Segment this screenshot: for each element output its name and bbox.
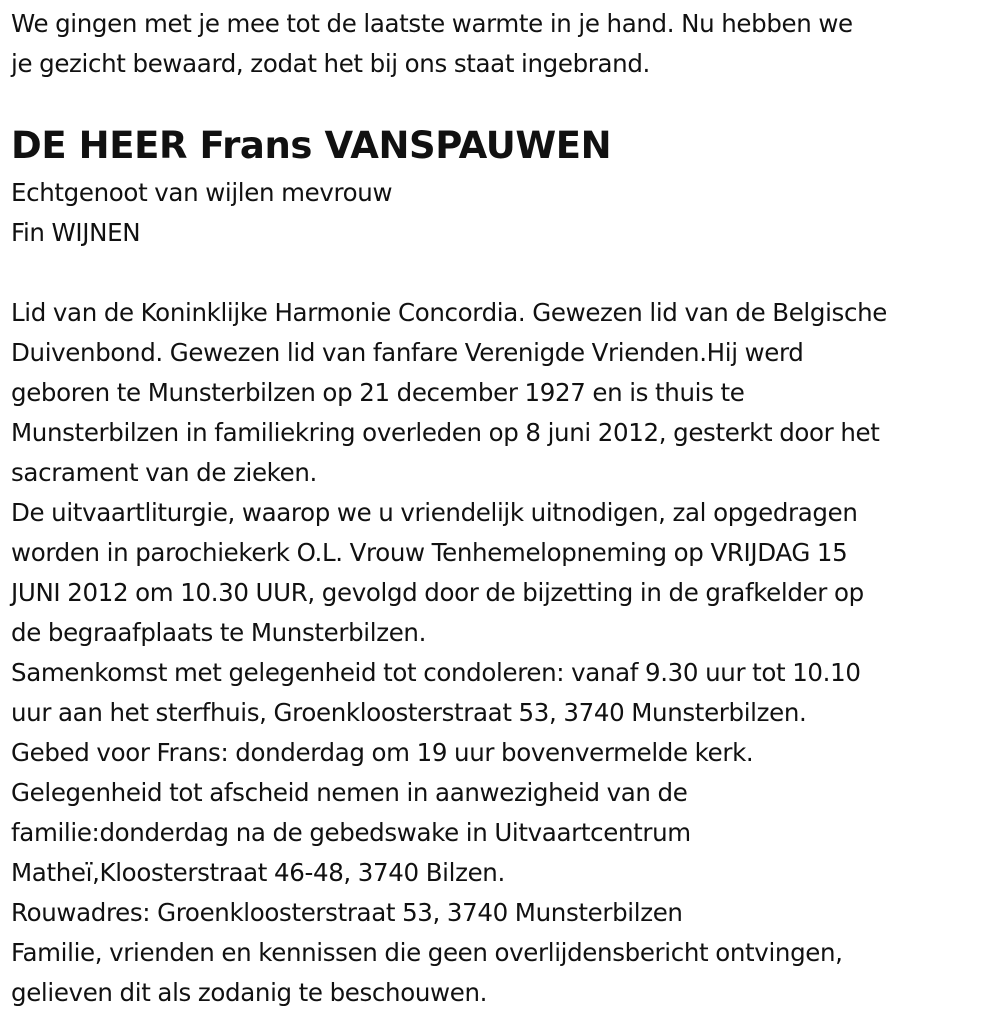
motto-line: je gezicht bewaard, zodat het bij ons staat ingebrand. xyxy=(11,49,650,78)
body-line: Samenkomst met gelegenheid tot condoleren: vanaf 9.30 uur tot 10.10 xyxy=(11,658,861,687)
body-line: Lid van de Koninklijke Harmonie Concordia. Gewezen lid van de Belgische xyxy=(11,298,887,327)
body-line: Familie, vrienden en kennissen die geen overlijdensbericht ontvingen, xyxy=(11,938,843,967)
body-line: De uitvaartliturgie, waarop we u vriendelijk uitnodigen, zal opgedragen xyxy=(11,498,858,527)
body-line: gelieven dit als zodanig te beschouwen. xyxy=(11,978,488,1007)
body-line: Rouwadres: Groenkloosterstraat 53, 3740 Munsterbilzen xyxy=(11,898,683,927)
deceased-name-heading: DE HEER Frans VANSPAUWEN xyxy=(11,124,612,167)
body-line: Gelegenheid tot afscheid nemen in aanwezigheid van de xyxy=(11,778,688,807)
body-line: de begraafplaats te Munsterbilzen. xyxy=(11,618,427,647)
spouse-relation xyxy=(11,173,392,253)
body-line: Matheï,Kloosterstraat 46-48, 3740 Bilzen. xyxy=(11,858,505,887)
body-line: Gebed voor Frans: donderdag om 19 uur bovenvermelde kerk. xyxy=(11,738,754,767)
body-line: sacrament van de zieken. xyxy=(11,458,317,487)
body-line: geboren te Munsterbilzen op 21 december 1927 en is thuis te xyxy=(11,378,745,407)
body-line: worden in parochiekerk O.L. Vrouw Tenhemelopneming op VRIJDAG 15 xyxy=(11,538,848,567)
body-line: JUNI 2012 om 10.30 UUR, gevolgd door de bijzetting in de grafkelder op xyxy=(11,578,864,607)
body-line: familie:donderdag na de gebedswake in Uitvaartcentrum xyxy=(11,818,691,847)
body-line: Munsterbilzen in familiekring overleden op 8 juni 2012, gesterkt door het xyxy=(11,418,880,447)
body-line: uur aan het sterfhuis, Groenkloosterstraat 53, 3740 Munsterbilzen. xyxy=(11,698,807,727)
relation-line: Echtgenoot van wijlen mevrouw xyxy=(11,178,393,207)
motto-line: We gingen met je mee tot de laatste warmte in je hand. Nu hebben we xyxy=(11,9,853,38)
memorial-motto xyxy=(11,4,853,84)
body-line: Duivenbond. Gewezen lid van fanfare Verenigde Vrienden.Hij werd xyxy=(11,338,804,367)
obituary-body xyxy=(11,293,887,1013)
relation-line: Fin WIJNEN xyxy=(11,218,141,247)
